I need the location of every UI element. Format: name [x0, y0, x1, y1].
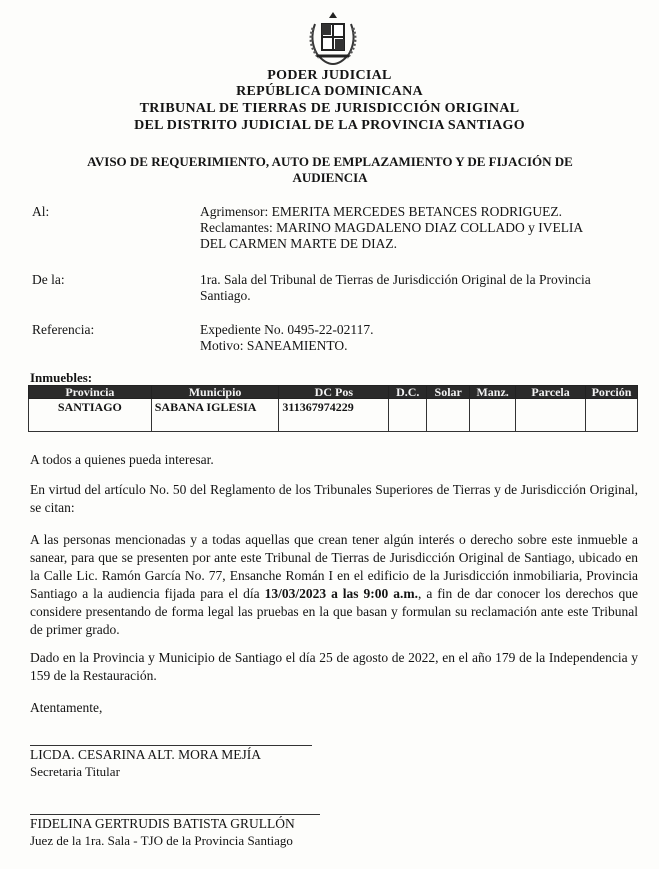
table-cell	[389, 399, 427, 432]
header-line-4: DEL DISTRITO JUDICIAL DE LA PROVINCIA SANTIAGO	[134, 118, 525, 133]
signer-2-name: FIDELINA GERTRUDIS BATISTA GRULLÓN	[30, 816, 295, 831]
table-header-row	[29, 386, 638, 399]
summons-text-end: , a fin de dar conocer los derechos que considere presentando de forma legal las pruebas en la que basan y formulan su reclamación ante este Tribunal de primer grado.	[30, 586, 638, 637]
column-header: Manz.	[470, 386, 516, 399]
table-cell: SABANA IGLESIA	[151, 399, 279, 432]
document-title-line-1: AVISO DE REQUERIMIENTO, AUTO DE EMPLAZAMIENTO Y DE FIJACIÓN DE	[87, 154, 573, 169]
date-paragraph: Dado en la Provincia y Municipio de Santiago el día 25 de agosto de 2022, en el año 179 de la Independencia y 159 de la Restauración.	[30, 650, 638, 683]
signer-1-name: LICDA. CESARINA ALT. MORA MEJÍA	[30, 747, 262, 762]
table-cell: 311367974229	[279, 399, 389, 432]
table-cell: SANTIAGO	[29, 399, 152, 432]
column-header: Solar	[427, 386, 470, 399]
signer-1-role: Secretaria Titular	[30, 764, 120, 779]
al-label: Al:	[32, 204, 50, 219]
column-header: Provincia	[29, 386, 152, 399]
signer-2-role: Juez de la 1ra. Sala - TJO de la Provincia Santiago	[30, 833, 293, 848]
table-cell	[427, 399, 470, 432]
de-la-line-1: 1ra. Sala del Tribunal de Tierras de Jurisdicción Original de la Provincia	[200, 272, 591, 287]
header-line-3: TRIBUNAL DE TIERRAS DE JURISDICCIÓN ORIGINAL	[139, 101, 520, 116]
al-line-2: Reclamantes: MARINO MAGDALENO DIAZ COLLADO y IVELIA	[200, 220, 584, 235]
summons-paragraph	[30, 531, 638, 639]
table-cell	[585, 399, 637, 432]
referencia-label: Referencia:	[32, 322, 95, 337]
closing-text: Atentamente,	[30, 700, 103, 715]
summons-text-start: A las personas mencionadas y a todas aquellas que crean tener algún interés o derecho sobre este inmueble a sanear, para que se presenten por ante este Tribunal de Tierras de Jurisdicción Original de Santiago, ubicado en la Calle Lic. Ramón García No. 77, Ensanche Román I en el edificio de la Jurisdicción inmobiliaria, Provincia Santiago a la audiencia fijada para el día	[30, 532, 638, 601]
de-la-line-2: Santiago.	[200, 288, 251, 303]
column-header: Municipio	[151, 386, 279, 399]
table-cell	[470, 399, 516, 432]
al-line-1: Agrimensor: EMERITA MERCEDES BETANCES RODRIGUEZ.	[200, 204, 562, 219]
inmuebles-table	[28, 385, 638, 432]
al-line-3: DEL CARMEN MARTE DE DIAZ.	[200, 236, 398, 251]
table-row	[29, 399, 638, 432]
document-title-line-2: AUDIENCIA	[292, 170, 368, 185]
coat-of-arms-seal-icon	[307, 10, 359, 66]
greeting-paragraph: A todos a quienes pueda interesar.	[30, 452, 214, 467]
column-header: D.C.	[389, 386, 427, 399]
hearing-date: 13/03/2023 a las 9:00 a.m.	[264, 586, 418, 601]
inmuebles-label: Inmuebles:	[30, 370, 93, 385]
table-cell	[516, 399, 586, 432]
legal-basis-paragraph: En virtud del artículo No. 50 del Reglamento de los Tribunales Superiores de Tierras y de Jurisdicción Original, se citan:	[30, 482, 638, 515]
column-header: DC Pos	[279, 386, 389, 399]
signature-line-1	[30, 745, 312, 746]
column-header: Parcela	[516, 386, 586, 399]
signature-line-2	[30, 814, 320, 815]
de-la-label: De la:	[32, 272, 65, 287]
referencia-line-2: Motivo: SANEAMIENTO.	[200, 338, 348, 353]
referencia-line-1: Expediente No. 0495-22-02117.	[200, 322, 374, 337]
header-line-1: PODER JUDICIAL	[267, 68, 392, 83]
header-line-2: REPÚBLICA DOMINICANA	[236, 84, 423, 99]
column-header: Porción	[585, 386, 637, 399]
